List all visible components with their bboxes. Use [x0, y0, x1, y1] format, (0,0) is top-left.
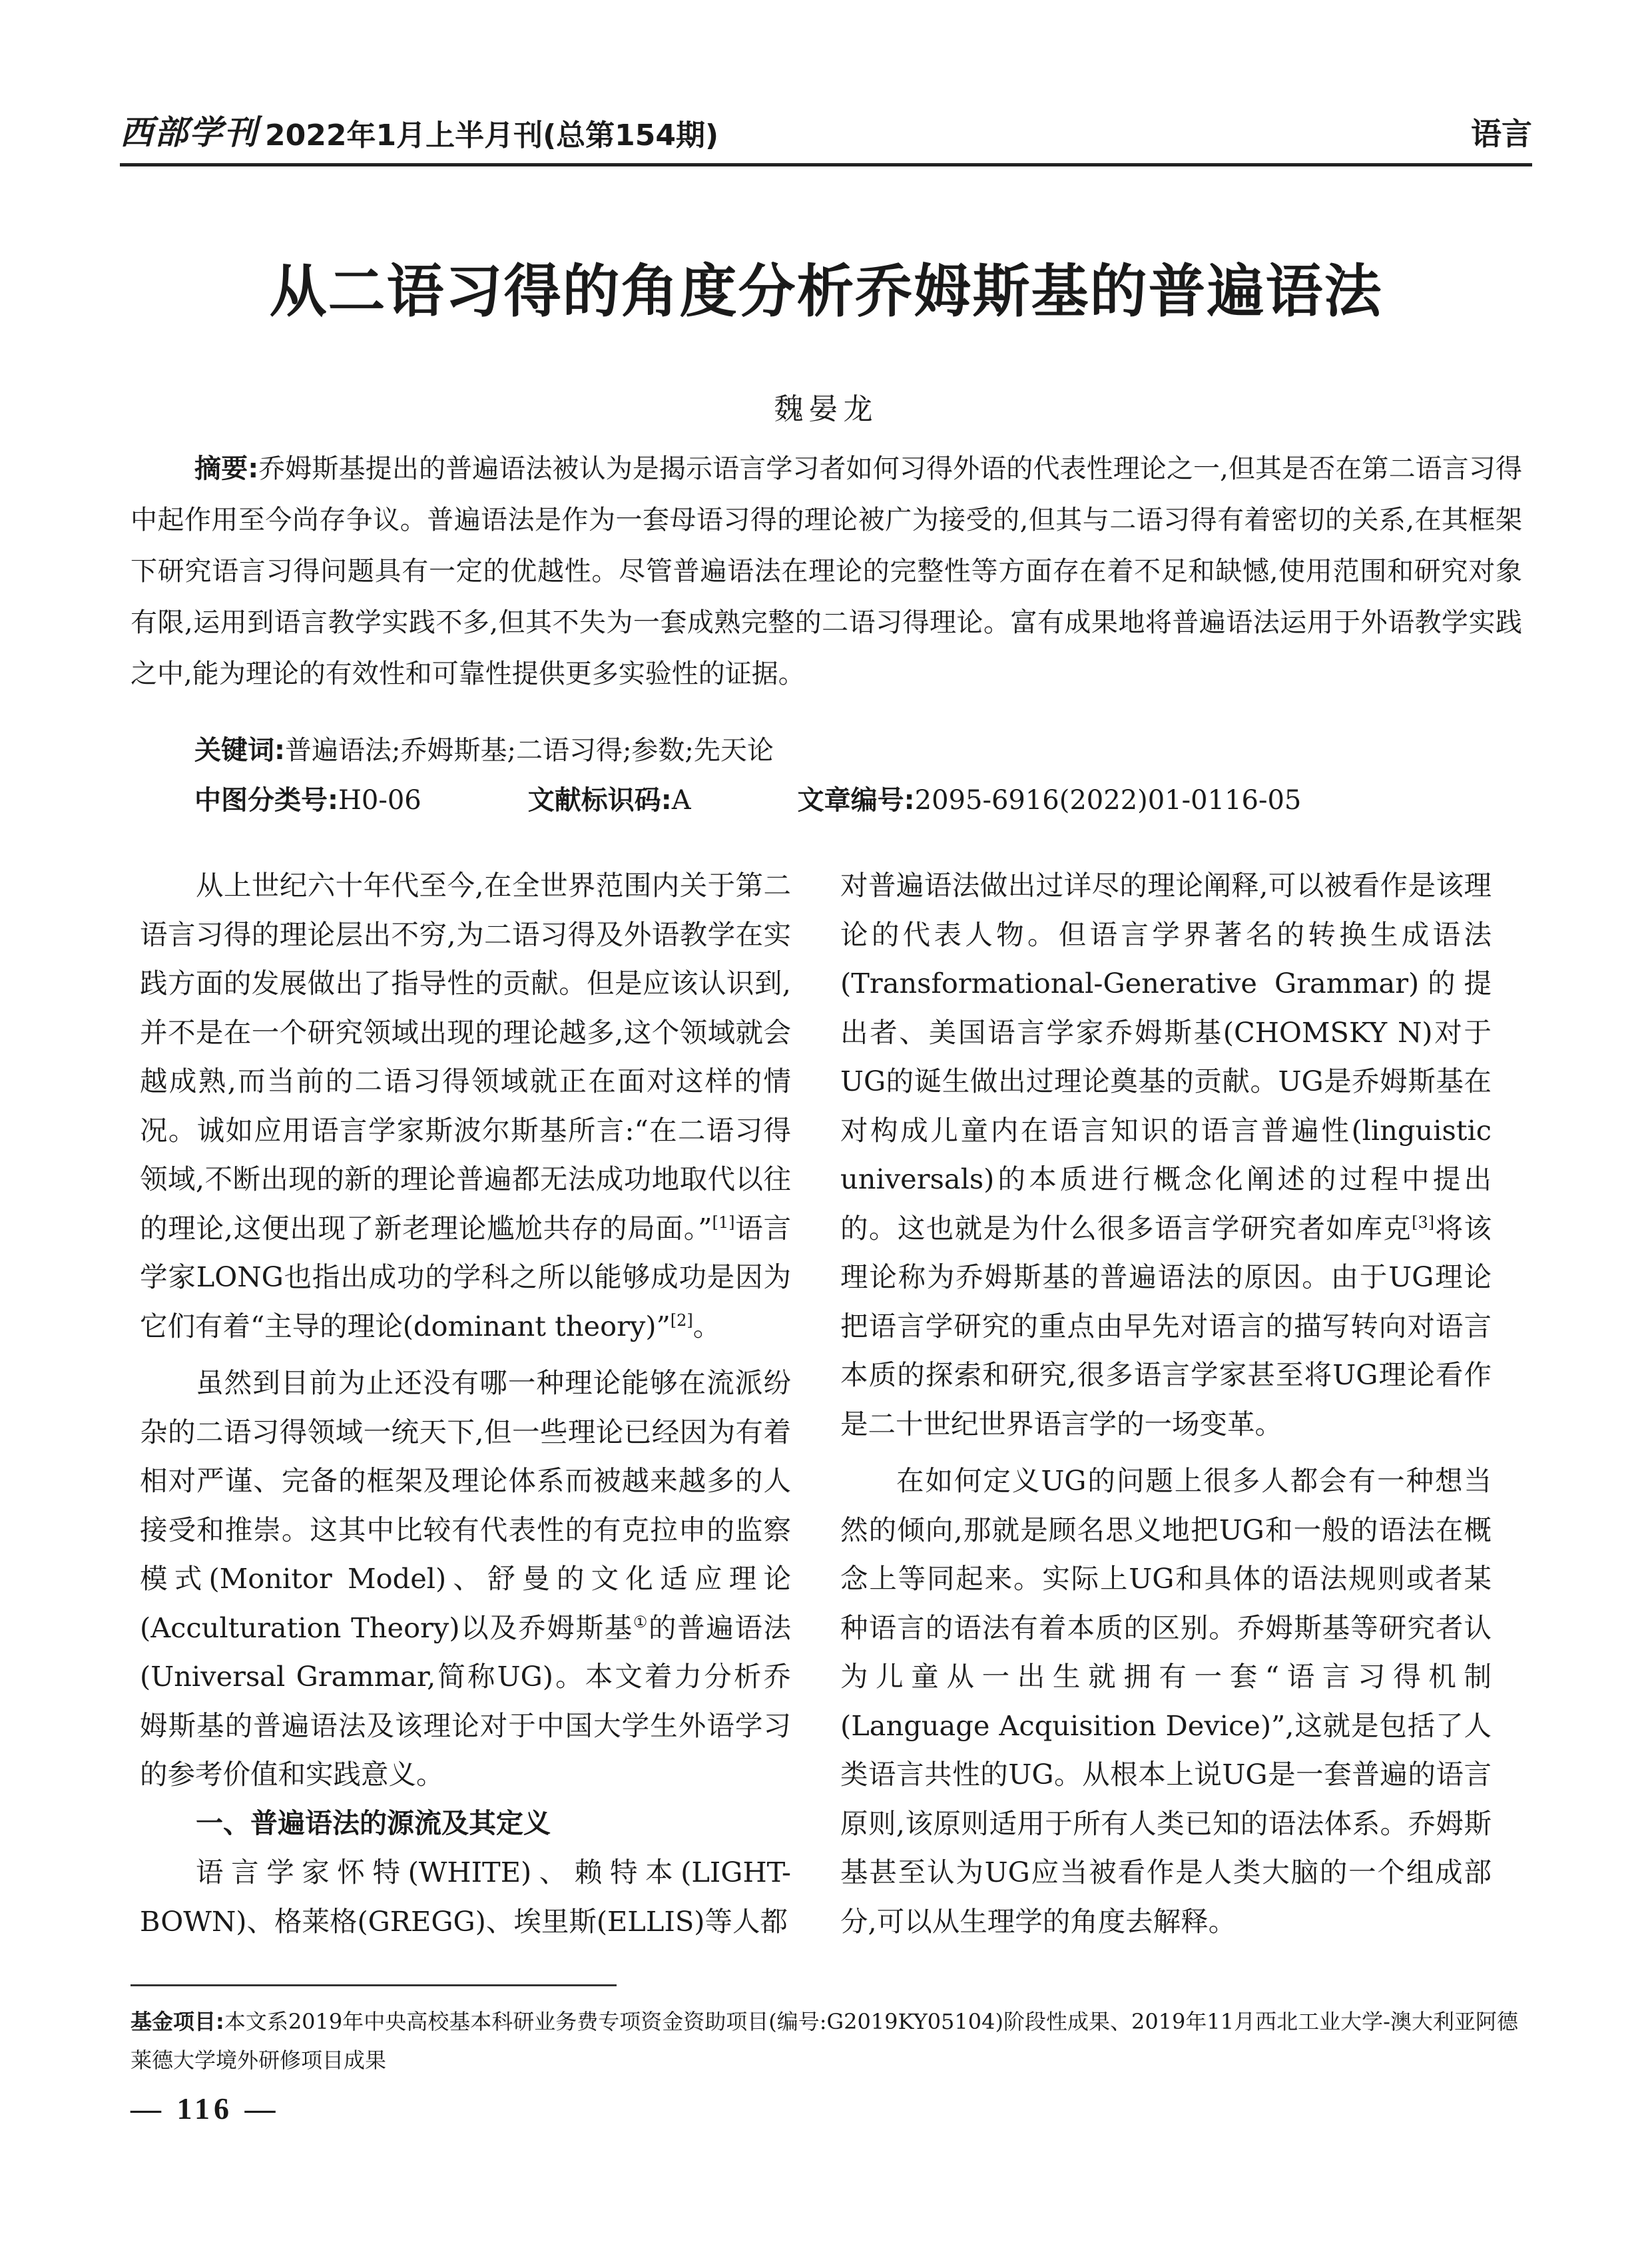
citation-ref: [1] [712, 1213, 735, 1232]
text-run: 。 [692, 1309, 721, 1342]
running-header [120, 107, 1532, 166]
body-column-left [140, 861, 791, 1953]
text-run: 从上世纪六十年代至今,在全世界范围内关于第二语言习得的理论层出不穷,为二语习得及外语教学在实践方面的发展做出了指导性的贡献。但是应该认识到,并不是在一个研究领域出现的理论越多,这个领域就会越成熟,而当前的二语习得领域就正在面对这样的情况。诚如应用语言学家斯波尔斯基所言:“在二语习得领域,不断出现的新的理论普遍都无法成功地取代以往的理论,这便出现了新老理论尴尬共存的局面。” [140, 869, 791, 1245]
text-run: 虽然到目前为止还没有哪一种理论能够在流派纷杂的二语习得领域一统天下,但一些理论已经因为有着相对严谨、完备的框架及理论体系而被越来越多的人接受和推崇。这其中比较有代表性的有克拉申的监察模式(Monitor Model)、舒曼的文化适应理论(Acculturation Theory)以及乔姆斯基 [140, 1366, 791, 1644]
issue-info: 2022年1月上半月刊(总第154期) [265, 119, 719, 152]
article-title: 从二语习得的角度分析乔姆斯基的普遍语法 [269, 258, 1383, 325]
doc-code-value: A [671, 785, 691, 816]
article-number-value: 2095-6916(2022)01-0116-05 [914, 785, 1302, 816]
journal-logo: 西部学刊 [120, 113, 258, 152]
funding-text: 本文系2019年中央高校基本科研业务费专项资金资助项目(编号:G2019KY05104)阶段性成果、2019年11月西北工业大学-澳大利亚阿德莱德大学境外研修项目成果 [131, 2009, 1518, 2073]
text-run: 将该理论称为乔姆斯基的普遍语法的原因。由于UG理论把语言学研究的重点由早先对语言的描写转向对语言本质的探索和研究,很多语言学家甚至将UG理论看作是二十世纪世界语言学的一场变革。 [840, 1211, 1492, 1440]
footnote-divider [131, 1984, 617, 1986]
keywords-label: 关键词: [194, 735, 285, 766]
paragraph: 在如何定义UG的问题上很多人都会有一种想当然的倾向,那就是顾名思义地把UG和一般的语法在概念上等同起来。实际上UG和具体的语法规则或者某种语言的语法有着本质的区别。乔姆斯基等研究者认为儿童从一出生就拥有一套“语言习得机制(Language Acquisition Device)”,这就是包括了人类语言共性的UG。从根本上说UG是一套普遍的语言原则,该原则适用于所有人类已知的语法体系。乔姆斯基甚至认为UG应当被看作是人类大脑的一个组成部分,可以从生理学的角度去解释。 [840, 1464, 1492, 1938]
text-run: 对普遍语法做出过详尽的理论阐释,可以被看作是该理论的代表人物。但语言学界著名的转换生成语法(Transformational-Generative Grammar)的提出者、美国语言学家乔姆斯基(CHOMSKY N)对于UG的诞生做出过理论奠基的贡献。UG是乔姆斯基在对构成儿童内在语言知识的语言普遍性(linguistic universals)的本质进行概念化阐述的过程中提出的。这也就是为什么很多语言学研究者如库克 [840, 869, 1492, 1245]
paragraph [140, 1358, 791, 1799]
paragraph [840, 861, 1492, 1448]
clc-label: 中图分类号: [194, 785, 338, 816]
clc-group [194, 779, 421, 817]
text-run: 语言学家LONG也指出成功的学科之所以能够成功是因为它们有着“主导的理论(dominant theory)” [140, 1211, 791, 1342]
abstract [131, 443, 1522, 700]
funding-label: 基金项目: [131, 2009, 224, 2034]
keywords-text: 普遍语法;乔姆斯基;二语习得;参数;先天论 [285, 735, 774, 766]
clc-value: H0-06 [338, 785, 421, 816]
doc-code-label: 文献标识码: [527, 785, 672, 816]
citation-ref: [2] [670, 1310, 693, 1330]
section-label: 语言 [1471, 116, 1532, 152]
funding-footnote [131, 2002, 1532, 2080]
header-left [120, 106, 718, 154]
text-run: 的普遍语法(Universal Grammar,简称UG)。本文着力分析乔姆斯基的普遍语法及该理论对于中国大学生外语学习的参考价值和实践意义。 [140, 1611, 791, 1791]
page-number: — 116 — [131, 2092, 280, 2125]
keywords [194, 729, 774, 767]
article-number-group [798, 779, 1302, 817]
paragraph [140, 861, 791, 1350]
paragraph: 语言学家怀特(WHITE)、赖特本(LIGHT-BOWN)、格莱格(GREGG)、埃里斯(ELLIS)等人都 [140, 1856, 791, 1938]
classification-line [194, 779, 1301, 817]
doc-code-group [528, 779, 691, 817]
section-heading: 一、普遍语法的源流及其定义 [196, 1807, 551, 1839]
article-number-label: 文章编号: [797, 785, 915, 816]
abstract-text: 乔姆斯基提出的普遍语法被认为是揭示语言学习者如何习得外语的代表性理论之一,但其是否在第二语言习得中起作用至今尚存争议。普遍语法是作为一套母语习得的理论被广为接受的,但其与二语习得有着密切的关系,在其框架下研究语言习得问题具有一定的优越性。尽管普遍语法在理论的完整性等方面存在着不足和缺憾,使用范围和研究对象有限,运用到语言教学实践不多,但其不失为一套成熟完整的二语习得理论。富有成果地将普遍语法运用于外语教学实践之中,能为理论的有效性和可靠性提供更多实验性的证据。 [131, 453, 1523, 689]
footnote-marker: ① [633, 1612, 649, 1631]
body-column-right [840, 861, 1492, 1953]
article-author: 魏晏龙 [774, 392, 878, 426]
citation-ref: [3] [1412, 1213, 1435, 1232]
abstract-label: 摘要: [194, 453, 259, 484]
